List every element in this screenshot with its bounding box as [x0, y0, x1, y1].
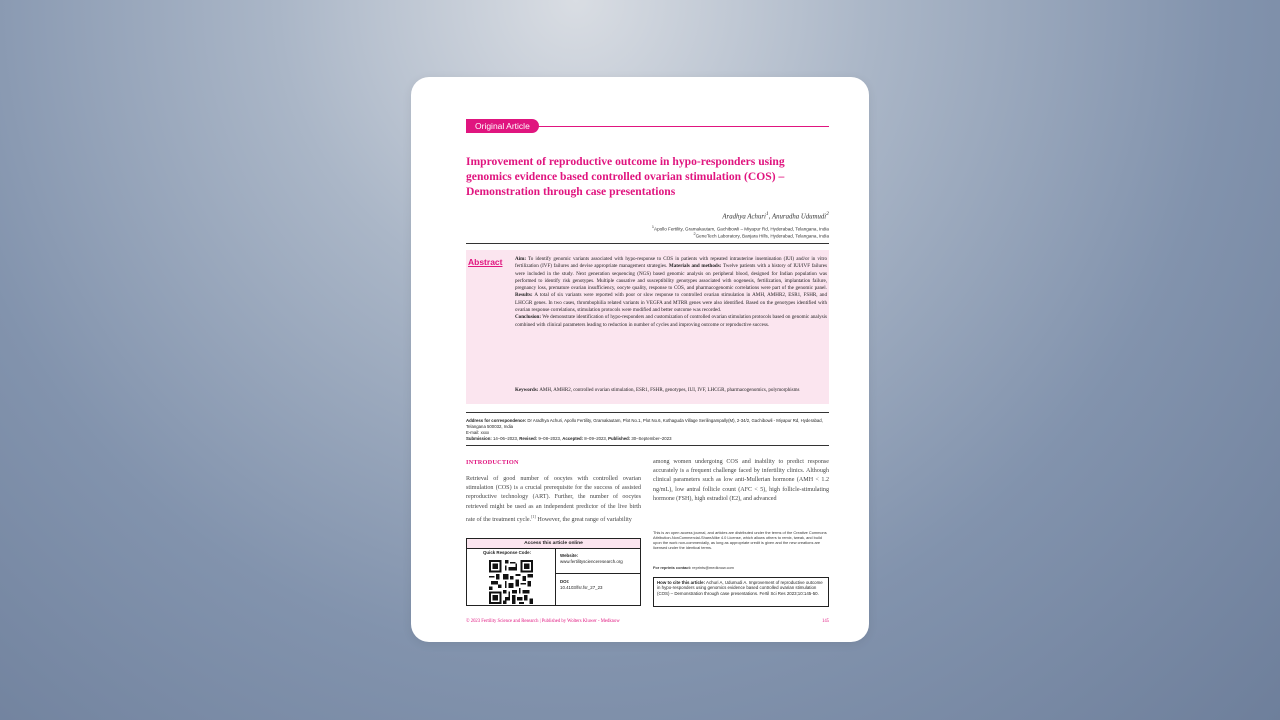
affiliation-text: GeneTech Laboratory, Banjara Hills, Hyderabad, Telangana, India: [695, 233, 829, 239]
doi-info: [560, 579, 640, 590]
affiliation-mark: 1: [651, 225, 654, 229]
citation-text: Achuri A, Udumudi A. Improvement of reproductive outcome in hypo-responders using genomics evidence based controlled ovarian stimulation (COS) – Demonstration through case presentations. Fertil Sci Res 2023;10:145-50.: [657, 580, 823, 596]
keywords: [515, 387, 827, 394]
submission-date: 14–06–2023,: [491, 436, 520, 441]
revised-label: Revised:: [519, 436, 538, 441]
conclusion-text: We demonstrate identification of hypo-responders and customization of controlled ovarian stimulation protocols based on genomic analysis combined with clinical parameters leading to reduction in number of cycles and improving outcome or reproductive success.: [515, 314, 827, 328]
published-label: Published:: [608, 436, 631, 441]
results-text: A total of six variants were reported with poor or slow response to controlled ovarian stimulation in AMH, AMHR2, ESR1, FSHR, and LHCGR genes. In two cases, thrombophilia related variants in VEGFA and MTRR genes were also identified. Based on the genotypes identified with ovarian response correlations, stimulation protocols were modified and better outcome was recorded.: [515, 292, 827, 314]
website-info: [560, 553, 640, 564]
article-type-badge: Original Article: [466, 119, 539, 133]
citation-box: [653, 577, 829, 607]
accepted-label: Accepted:: [562, 436, 584, 441]
affiliation-2: [529, 232, 829, 239]
author-affiliation-mark: 1: [765, 211, 769, 217]
access-box-heading: Access this article online: [467, 539, 640, 549]
affiliation-text: Apollo Fertility, Gramakautam, Gachibowli – Miyapur Rd, Hyderabad, Telangana, India: [654, 226, 829, 232]
results-label: Results:: [515, 292, 533, 299]
introduction-heading: INTRODUCTION: [466, 459, 519, 466]
aim-text: To identify genomic variants associated with hypo-response to COS in patients with repeated intrauterine insemination (IUI) and/or in vitro fertilization (IVF) failures and devise appropriate management strategies.: [515, 256, 827, 270]
intro-column-2: among women undergoing COS and inability to predict response accurately is a frequent challenge faced by infertility clinics. Although clinical parameters such as low anti-Mullerian hormone (AMH < 1.2 ng/mL), low antral follicle count (AFC < 5), high follicle-stimulating hormone (FSH), high estradiol (E2), and advanced: [653, 459, 829, 502]
keywords-label: Keywords:: [515, 388, 539, 393]
affiliation-1: [529, 225, 829, 232]
affiliation-mark: 2: [693, 232, 696, 236]
qr-code-image[interactable]: [489, 560, 533, 604]
methods-label: Materials and methods:: [667, 263, 722, 270]
author-separator: ,: [768, 213, 772, 221]
reprints-contact: [653, 565, 734, 570]
citation-ref[interactable]: [1]: [531, 513, 536, 519]
abstract-text: [515, 256, 827, 329]
revised-date: 9–08–2023,: [537, 436, 563, 441]
author-name: Aradhya Achuri: [722, 213, 766, 221]
citation-label: How to cite this article:: [657, 580, 706, 585]
license-notice: This is an open access journal, and articles are distributed under the terms of the Creative Commons Attribution-NonCommercial-ShareAlike 4.0 License, which allows others to remix, tweak, and build upon the work non-commercially, as long as appropriate credit is given and the new creations are licensed under the identical terms.: [653, 530, 827, 550]
access-box-row-divider: [556, 573, 640, 574]
doi-label: DOI:: [560, 579, 570, 584]
correspondence-block: [466, 418, 829, 442]
reprints-email[interactable]: reprints@medknow.com: [691, 565, 734, 570]
abstract-heading: Abstract: [468, 257, 503, 267]
access-article-box: [466, 538, 641, 606]
page-number: 145: [821, 619, 829, 624]
qr-label: Quick Response Code:: [483, 550, 532, 555]
author-list: [722, 211, 829, 220]
correspondence-email: E-mail: xxxx: [466, 430, 490, 435]
access-box-divider: [555, 548, 556, 605]
methods-text: Twelve patients with a history of IUI/IVF failures were included in the study. Next generation sequencing (NGS) based genomic analysis on peripheral blood, designed for Indian population was performed to identify risk genotypes. Multiple causative and susceptibility genotypes associated with oogenesis, fertilization, implantation failure, pregnancy loss, premature ovarian insufficiency, oocyte quality, response to COS, and pharmacogenomic correlations were part of the genomic panel.: [515, 263, 827, 292]
intro-column-1: [466, 475, 641, 525]
website-link[interactable]: www.fertilityscienceresearch.org: [560, 558, 623, 564]
doi-link[interactable]: 10.4103/fsr.fsr_27_23: [560, 584, 603, 590]
website-label: Website:: [560, 553, 579, 558]
intro-text-1-tail: However, the great range of variability: [535, 516, 632, 523]
correspondence-label: Address for correspondence:: [466, 418, 527, 423]
article-page: [466, 77, 829, 642]
correspondence-address: Dr Aradhya Achuri, Apollo Fertility, Gramakautam, Plot No.1, Plot No.6, Kothaguda Village Serilingampally(M), 2-34/2, Gachibowli - Miyapur Rd, Hyderabad, Telangana 500032, India: [466, 418, 823, 429]
author-affiliation-mark: 2: [826, 211, 829, 217]
submission-label: Submission:: [466, 436, 492, 441]
conclusion-label: Conclusion:: [515, 314, 542, 321]
published-date: 30–September–2023: [630, 436, 672, 441]
body-top-rule: [466, 445, 829, 446]
page-footer: © 2023 Fertility Science and Research | Published by Wolters Kluwer - Medknow: [466, 619, 620, 624]
document-card: [411, 77, 869, 642]
intro-text-1: Retrieval of good number of oocytes with controlled ovarian stimulation (COS) is a crucial prerequisite for the success of assisted reproductive technology (ART). Further, the number of oocytes retrieved might be used as an independent predictor of the live birth rate of the treatment cycle.: [466, 476, 641, 523]
author-name: Anuradha Udumudi: [771, 213, 827, 221]
keywords-text: AMH, AMHR2, controlled ovarian stimulation, ESR1, FSHR, genotypes, IUI, IVF, LHCGR, pharmacogenomics, polymorphisms: [538, 388, 800, 393]
abstract-top-rule: [466, 243, 829, 244]
accepted-date: 8–09–2023,: [583, 436, 609, 441]
aim-label: Aim:: [515, 256, 527, 262]
article-title: Improvement of reproductive outcome in hypo-responders using genomics evidence based controlled ovarian stimulation (COS) – Demonstration through case presentations: [466, 155, 785, 198]
reprints-label: For reprints contact:: [653, 565, 692, 570]
abstract-bottom-rule: [466, 412, 829, 413]
